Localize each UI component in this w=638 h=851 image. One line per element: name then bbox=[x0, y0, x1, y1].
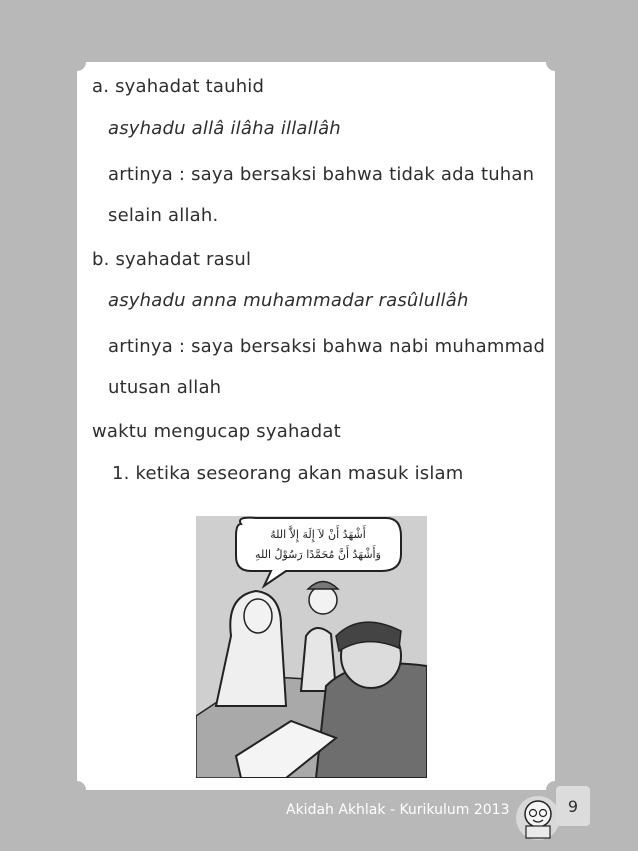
meaning-tauhid-line2: selain allah. bbox=[108, 205, 219, 226]
meaning-rasul-line2: utusan allah bbox=[108, 377, 222, 398]
meaning-tauhid-line1: artinya : saya bersaksi bahwa tidak ada tuhan bbox=[108, 164, 535, 185]
heading-syahadat-tauhid: a. syahadat tauhid bbox=[92, 76, 265, 97]
arabic-transliteration-rasul: asyhadu anna muhammadar rasûlullâh bbox=[108, 290, 469, 311]
scene-drawing bbox=[196, 516, 427, 778]
speech-line-2: وَأَشْهَدُ أَنَّ مُحَمَّدًا رَسُوْلُ اللهِ bbox=[255, 548, 381, 561]
heading-syahadat-rasul: b. syahadat rasul bbox=[92, 249, 252, 270]
page-number: 9 bbox=[556, 786, 590, 826]
arabic-transliteration-tauhid: asyhadu allâ ilâha illallâh bbox=[108, 118, 341, 139]
list-item: 1. ketika seseorang akan masuk islam bbox=[112, 463, 464, 484]
mascot-icon bbox=[514, 790, 562, 842]
illustration-syahadat-scene bbox=[196, 516, 427, 778]
book-title: Akidah Akhlak - Kurikulum 2013 bbox=[286, 802, 510, 818]
corner-notch bbox=[68, 53, 86, 71]
speech-line-1: أَشْهَدُ أَنْ لاَ إِلَهَ إِلاَّ اللهُ bbox=[270, 528, 366, 541]
meaning-rasul-line1: artinya : saya bersaksi bahwa nabi muhammad bbox=[108, 336, 546, 357]
section-title: waktu mengucap syahadat bbox=[92, 421, 341, 442]
corner-notch bbox=[68, 781, 86, 799]
corner-notch bbox=[546, 53, 564, 71]
